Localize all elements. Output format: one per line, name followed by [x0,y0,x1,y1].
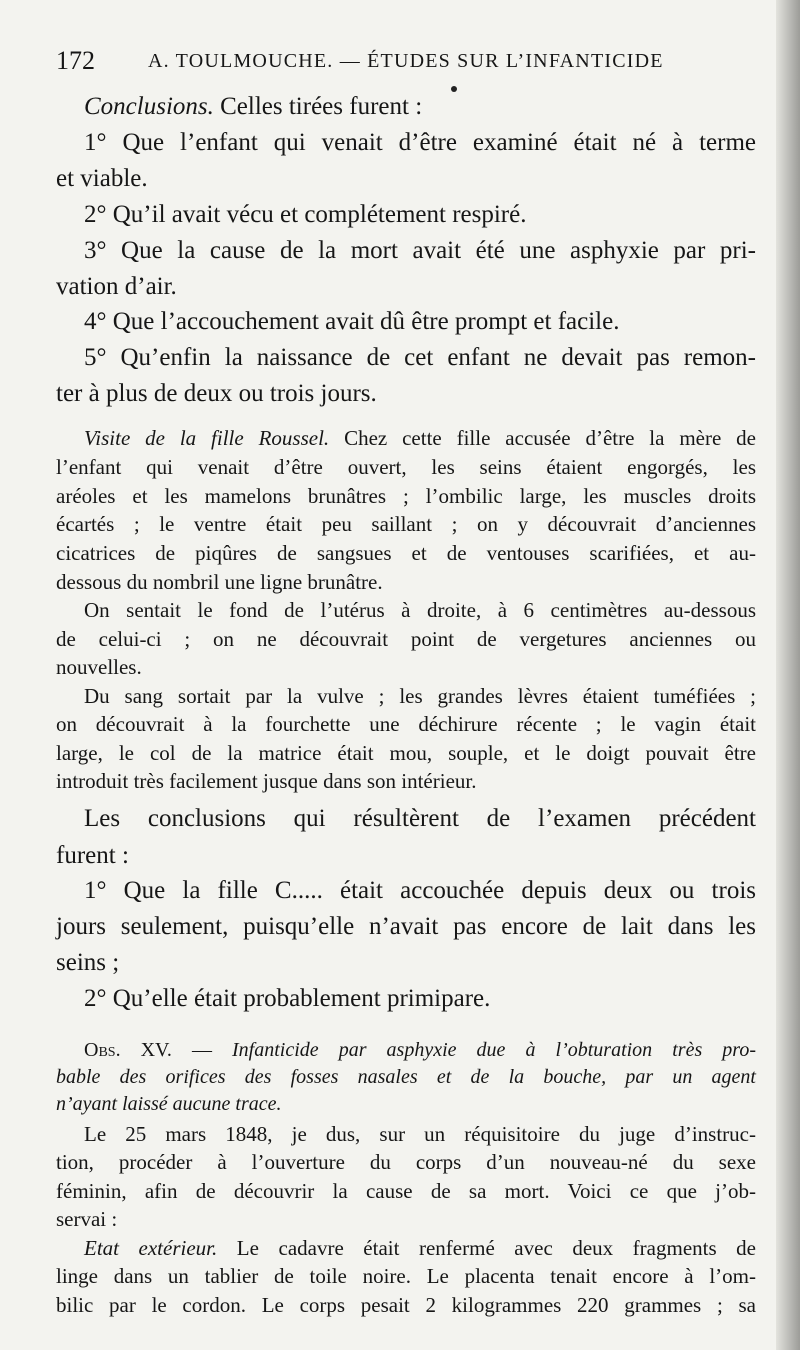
sang-line-3: large, le col de la matrice était mou, souple, et le doigt pouvait être [56,741,756,765]
conclusion-item-1: 1° Que l’enfant qui venait d’être examiné était né à terme [84,129,756,156]
conclusions2-line-1: Les conclusions qui résultèrent de l’examen précédent [84,805,756,832]
visite-lead-text: Chez cette fille accusée d’être la mère de [329,426,756,450]
visite-line-6: dessous du nombril une ligne brunâtre. [56,570,383,594]
obs-title-2: bable des orifices des fosses nasales et de la bouche, par un agent [56,1066,756,1088]
conclusion-item-3: 3° Que la cause de la mort avait été une asphyxie par pri- [84,237,756,264]
obs-body-line-4: servai : [56,1207,118,1231]
conclusions-heading [84,94,756,119]
obs-title-line-3 [56,1094,756,1114]
obs-title-3: n’ayant laissé aucune trace. [56,1093,282,1115]
conclusions2-line-4: jours seulement, puisqu’elle n’avait pas encore de lait dans les [56,913,756,940]
sang-line-1: Du sang sortait par la vulve ; les grandes lèvres étaient tuméfiées ; [84,684,756,708]
visite-line-4: écartés ; le ventre était peu saillant ; on y découvrait d’anciennes [56,512,756,536]
conclusions2-line-2: furent : [56,842,129,869]
visite-line-2: l’enfant qui venait d’être ouvert, les seins étaient engorgés, les [56,455,756,479]
conclusions2-line-6: 2° Qu’elle était probablement primipare. [84,985,491,1012]
sang-line-2: on découvrait à la fourchette une déchirure récente ; le vagin était [56,712,756,736]
etat-lead: Etat extérieur. [84,1236,218,1260]
etat-line-1 [84,1238,756,1259]
ink-dot [451,86,457,92]
page-header [56,44,756,78]
page-number: 172 [56,46,95,75]
uterus-line-2: de celui-ci ; on ne découvrait point de vergetures anciennes ou [56,627,756,651]
obs-label: Obs. XV. [84,1039,172,1061]
conclusion-item-3-cont: vation d’air. [56,273,177,300]
obs-title-1: Infanticide par asphyxie due à l’obturation très pro- [232,1039,756,1061]
visite-line-5: cicatrices de piqûres de sangsues et de ventouses scarifiées, et au- [56,541,756,565]
page-edge-shadow [776,0,800,1350]
etat-lead-text: Le cadavre était renfermé avec deux fragments de [217,1236,757,1260]
uterus-line-1: On sentait le fond de l’utérus à droite, à 6 centimètres au-dessous [84,598,756,622]
sang-line-4: introduit très facilement jusque dans son intérieur. [56,769,477,793]
obs-dash: — [171,1039,233,1061]
etat-line-2: linge dans un tablier de toile noire. Le placenta tenait encore à l’om- [56,1264,756,1288]
conclusions2-line-5: seins ; [56,949,120,976]
conclusion-item-1-cont: et viable. [56,165,148,192]
obs-body-line-2: tion, procéder à l’ouverture du corps d’un nouveau-né du sexe [56,1150,756,1174]
visite-lead: Visite de la fille Roussel. [84,426,330,450]
conclusion-item-5: 5° Qu’enfin la naissance de cet enfant ne devait pas remon- [84,344,756,371]
conclusions-lead: Conclusions. [84,93,214,120]
running-head: A. TOULMOUCHE. — ÉTUDES SUR L’INFANTICIDE [148,50,664,72]
conclusion-item-4: 4° Que l’accouchement avait dû être prompt et facile. [84,308,620,335]
conclusions2-line-3: 1° Que la fille C..... était accouchée depuis deux ou trois [84,877,756,904]
obs-body-line-3: féminin, afin de découvrir la cause de sa mort. Voici ce que j’ob- [56,1179,756,1203]
uterus-line-3: nouvelles. [56,655,142,679]
conclusion-item-5-cont: ter à plus de deux ou trois jours. [56,380,377,407]
etat-line-3: bilic par le cordon. Le corps pesait 2 kilogrammes 220 grammes ; sa [56,1293,756,1317]
visite-line-1 [84,428,756,449]
obs-title-line-1 [84,1040,756,1060]
conclusions-lead-text: Celles tirées furent : [213,93,423,120]
conclusion-item-2: 2° Qu’il avait vécu et complétement respiré. [84,201,527,228]
visite-line-3: aréoles et les mamelons brunâtres ; l’ombilic large, les muscles droits [56,484,756,508]
obs-title-line-2 [56,1067,756,1087]
obs-body-line-1: Le 25 mars 1848, je dus, sur un réquisitoire du juge d’instruc- [84,1122,756,1146]
